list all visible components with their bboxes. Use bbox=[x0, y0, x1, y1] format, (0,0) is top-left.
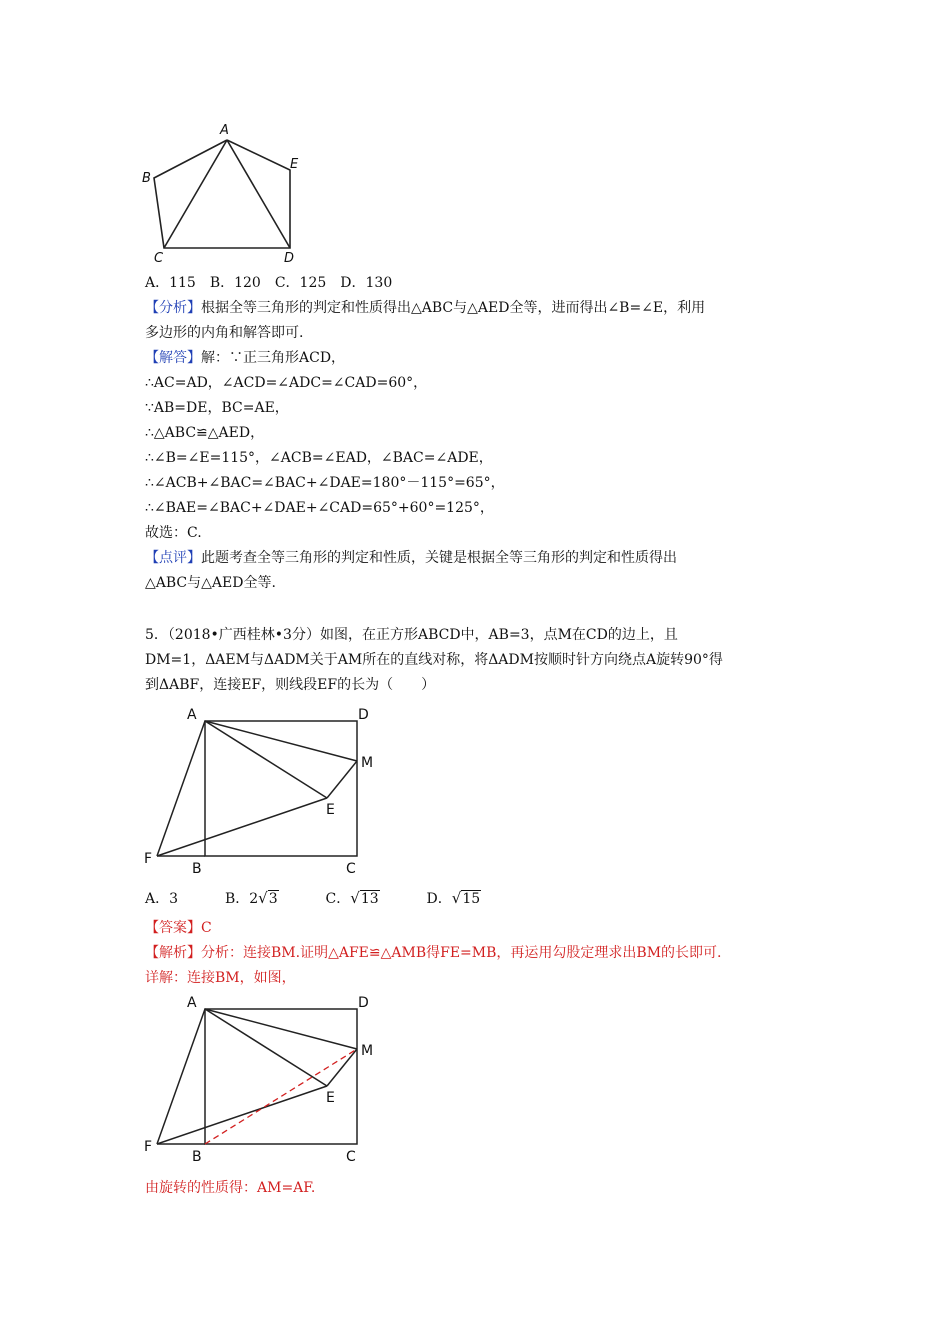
option-c-radicand: 13 bbox=[360, 891, 379, 907]
q4-answer-line-6: ∴∠ACB+∠BAC=∠BAC+∠DAE=180°－115°=65°， bbox=[145, 475, 505, 491]
option-b-prefix: B．2 bbox=[224, 891, 259, 907]
q4-review-line-1 bbox=[145, 548, 677, 568]
q4-answer-line-4: ∴△ABC≌△AED， bbox=[145, 425, 265, 441]
analysis-tag: 【分析】 bbox=[145, 300, 201, 316]
fig1-label-m: M bbox=[361, 755, 374, 771]
q4-answer-line-2: ∴AC=AD，∠ACD=∠ADC=∠CAD=60°， bbox=[145, 375, 428, 391]
fig1-label-a: A bbox=[187, 707, 197, 723]
sqrt-icon: √15 bbox=[451, 889, 481, 907]
q4-answer-line-5: ∴∠B=∠E=115°，∠ACB=∠EAD，∠BAC=∠ADE， bbox=[145, 450, 493, 466]
fig2-label-d: D bbox=[358, 995, 369, 1011]
q5-analysis: 【解析】分析：连接BM.证明△AFE≌△AMB得FE=MB，再运用勾股定理求出BM的长即可. bbox=[145, 945, 722, 961]
pentagon-label-e: E bbox=[290, 157, 299, 172]
option-d-radicand: 15 bbox=[462, 891, 481, 907]
fig2-label-m: M bbox=[361, 1043, 374, 1059]
q4-answer-line-7: ∴∠BAE=∠BAC+∠DAE+∠CAD=65°+60°=125°， bbox=[145, 500, 494, 516]
q5-rotation-line: 由旋转的性质得：AM=AF. bbox=[145, 1180, 316, 1196]
q5-stem-line-3: 到ΔABF，连接EF，则线段EF的长为（ ） bbox=[145, 677, 436, 693]
review-text: 此题考查全等三角形的判定和性质，关键是根据全等三角形的判定和性质得出 bbox=[201, 550, 677, 566]
fig1-label-c: C bbox=[346, 861, 356, 877]
q5-answer: 【答案】C bbox=[145, 920, 212, 936]
square-figure-2 bbox=[140, 988, 390, 1168]
option-b-radicand: 3 bbox=[268, 891, 278, 907]
square-figure-1 bbox=[140, 700, 390, 880]
q4-answer-line-3: ∵AB=DE，BC=AE， bbox=[145, 400, 289, 416]
sqrt-icon: √3 bbox=[258, 889, 278, 907]
option-d bbox=[427, 891, 482, 907]
q5-stem-line-2: DM=1，ΔAEM与ΔADM关于AM所在的直线对称，将ΔADM按顺时针方向绕点A旋转90°得 bbox=[145, 652, 723, 668]
q4-answer-line-1 bbox=[145, 348, 345, 368]
pentagon-label-b: B bbox=[142, 171, 151, 186]
q4-analysis-line-2: 多边形的内角和解答即可. bbox=[145, 325, 304, 341]
review-tag: 【点评】 bbox=[145, 550, 201, 566]
q4-answer-line-8: 故选：C. bbox=[145, 525, 202, 541]
option-a: A．3 bbox=[145, 891, 179, 907]
fig1-label-d: D bbox=[358, 707, 369, 723]
fig2-label-b: B bbox=[192, 1149, 202, 1165]
answer-tag: 【解答】 bbox=[145, 350, 201, 366]
q4-options: A．115 B．120 C．125 D．130 bbox=[145, 275, 393, 291]
fig1-label-b: B bbox=[192, 861, 202, 877]
fig2-label-e: E bbox=[326, 1090, 335, 1106]
answer-text: 解：∵正三角形ACD， bbox=[201, 350, 346, 366]
option-c-prefix: C． bbox=[325, 891, 351, 907]
q5-detail: 详解：连接BM，如图， bbox=[145, 970, 296, 986]
fig1-label-f: F bbox=[144, 851, 153, 867]
option-d-prefix: D． bbox=[426, 891, 452, 907]
fig2-label-a: A bbox=[187, 995, 197, 1011]
q5-stem-line-1: 5．（2018•广西桂林•3分）如图，在正方形ABCD中，AB=3，点M在CD的边上，且 bbox=[145, 627, 678, 643]
q5-options bbox=[145, 888, 481, 909]
option-b bbox=[225, 891, 283, 907]
pentagon-label-d: D bbox=[284, 251, 295, 266]
q4-review-line-2: △ABC与△AED全等. bbox=[145, 575, 276, 591]
sqrt-icon: √13 bbox=[350, 889, 379, 907]
q4-analysis-line-1 bbox=[145, 298, 705, 318]
option-c bbox=[326, 891, 385, 907]
pentagon-label-c: C bbox=[154, 251, 164, 266]
fig2-label-c: C bbox=[346, 1149, 356, 1165]
fig1-label-e: E bbox=[326, 802, 335, 818]
analysis-text: 根据全等三角形的判定和性质得出△ABC与△AED全等，进而得出∠B=∠E，利用 bbox=[201, 300, 706, 316]
pentagon-label-a: A bbox=[220, 123, 229, 138]
fig2-label-f: F bbox=[144, 1139, 153, 1155]
pentagon-figure bbox=[140, 120, 320, 270]
